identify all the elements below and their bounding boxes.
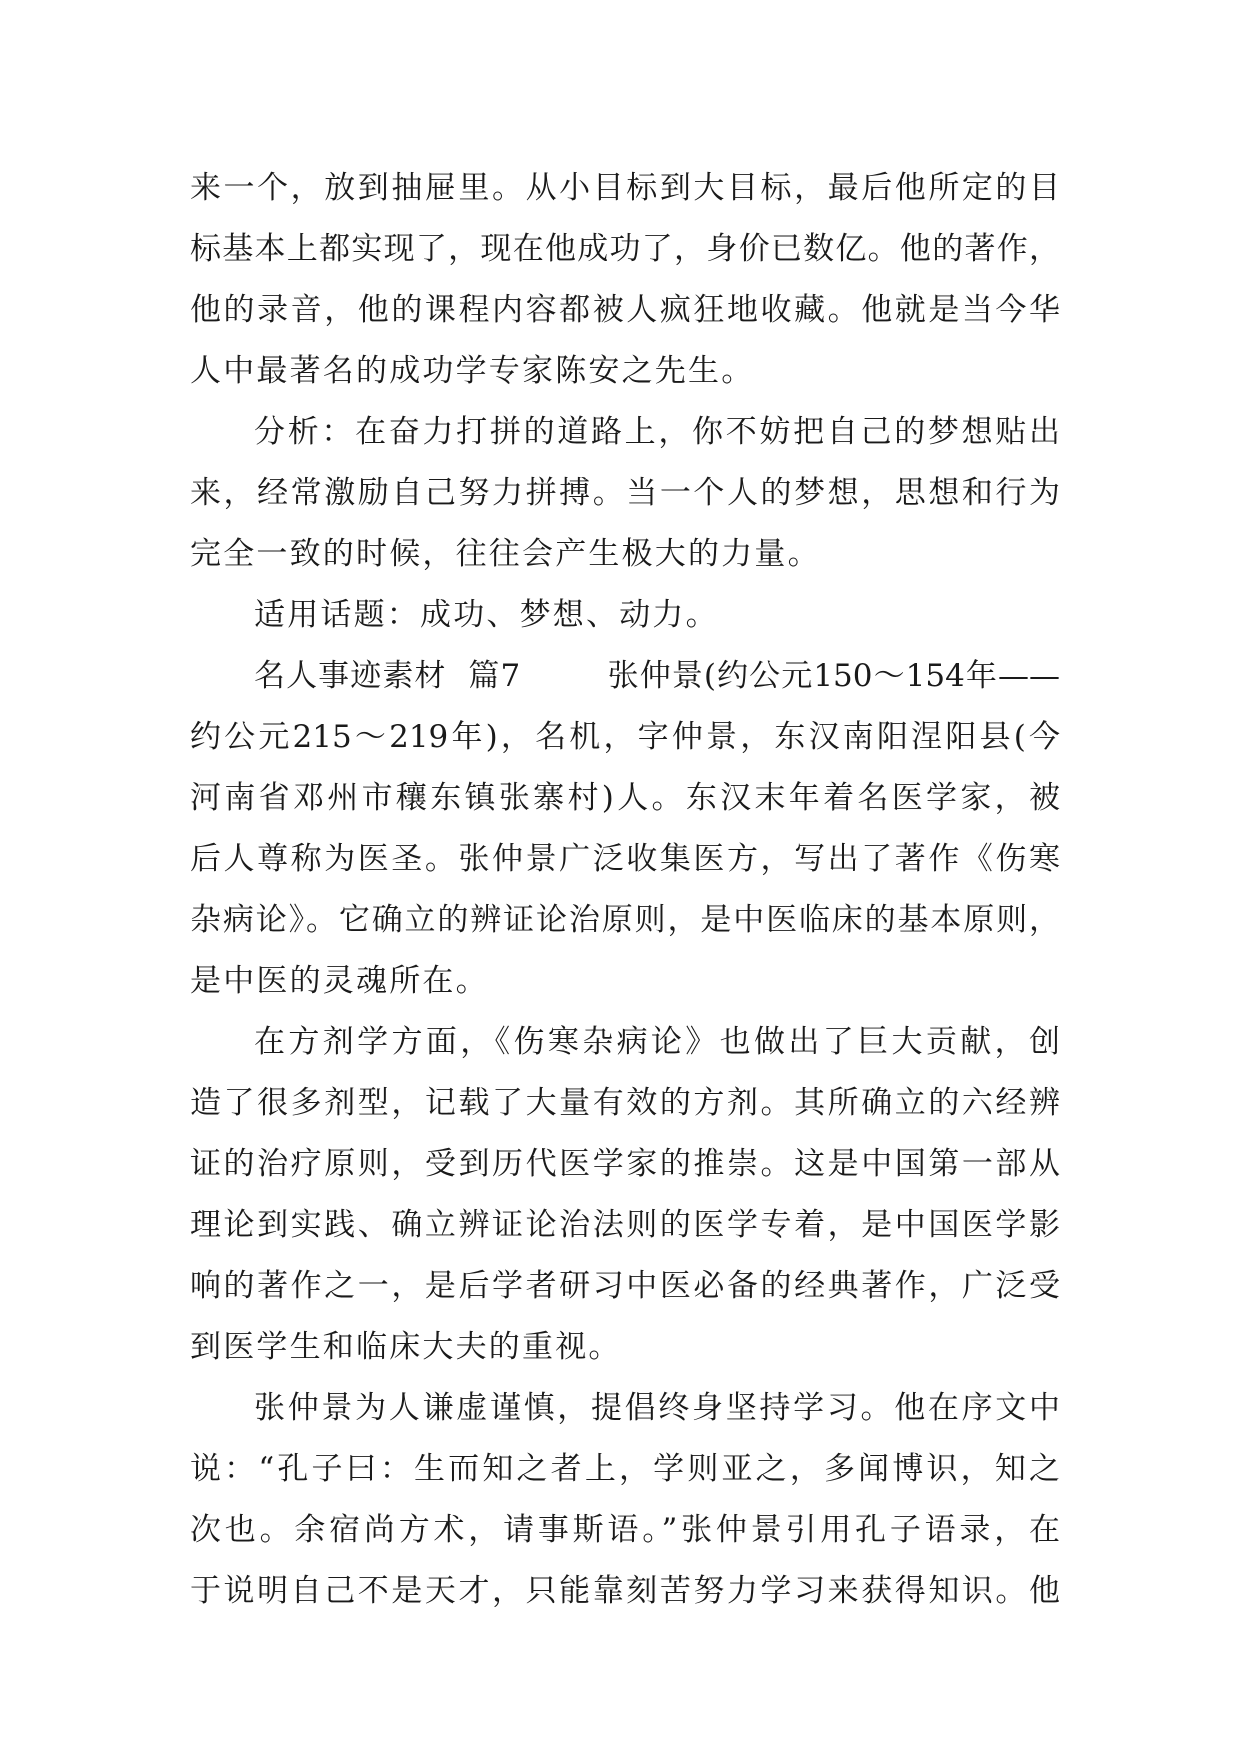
document-body (190, 158, 1060, 1622)
text-line: 标基本上都实现了，现在他成功了，身价已数亿。他的著作， (190, 231, 1060, 267)
text-line: 分析：在奋力打拼的道路上，你不妨把自己的梦想贴出 (254, 414, 1060, 450)
text-line: 约公元215～219年)，名机，字仲景，东汉南阳涅阳县(今 (190, 719, 1060, 755)
text-line: 张仲景为人谦虚谨慎，提倡终身坚持学习。他在序文中 (254, 1390, 1060, 1426)
text-line: 来，经常激励自己努力拼搏。当一个人的梦想，思想和行为 (190, 475, 1060, 511)
text-line: 造了很多剂型，记载了大量有效的方剂。其所确立的六经辨 (190, 1085, 1060, 1121)
text-line: 河南省邓州市穰东镇张寨村)人。东汉末年着名医学家，被 (190, 780, 1060, 816)
text-line: 说：“孔子曰：生而知之者上，学则亚之，多闻博识，知之 (190, 1451, 1060, 1487)
text-line: 证的治疗原则，受到历代医学家的推崇。这是中国第一部从 (190, 1146, 1060, 1182)
text-line: 是中医的灵魂所在。 (190, 963, 489, 999)
text-line: 他的录音，他的课程内容都被人疯狂地收藏。他就是当今华 (190, 292, 1060, 328)
text-line: 次也。余宿尚方术，请事斯语。”张仲景引用孔子语录，在 (190, 1512, 1060, 1548)
text-line: 响的著作之一，是后学者研习中医必备的经典著作，广泛受 (190, 1268, 1060, 1304)
text-line: 适用话题：成功、梦想、动力。 (254, 597, 719, 633)
text-line: 在方剂学方面，《伤寒杂病论》也做出了巨大贡献，创 (254, 1024, 1060, 1060)
text-line: 来一个，放到抽屉里。从小目标到大目标，最后他所定的目 (190, 170, 1060, 206)
text-line: 到医学生和临床大夫的重视。 (190, 1329, 622, 1365)
section-heading-line: 名人事迹素材 篇7 张仲景(约公元150～154年—— (254, 658, 1060, 694)
text-line: 理论到实践、确立辨证论治法则的医学专着，是中国医学影 (190, 1207, 1060, 1243)
text-line: 完全一致的时候，往往会产生极大的力量。 (190, 536, 821, 572)
text-line: 人中最著名的成功学专家陈安之先生。 (190, 353, 755, 389)
text-line: 杂病论》。它确立的辨证论治原则，是中医临床的基本原则， (190, 902, 1060, 938)
text-line: 于说明自己不是天才，只能靠刻苦努力学习来获得知识。他 (190, 1573, 1060, 1609)
text-line: 后人尊称为医圣。张仲景广泛收集医方，写出了著作《伤寒 (190, 841, 1060, 877)
